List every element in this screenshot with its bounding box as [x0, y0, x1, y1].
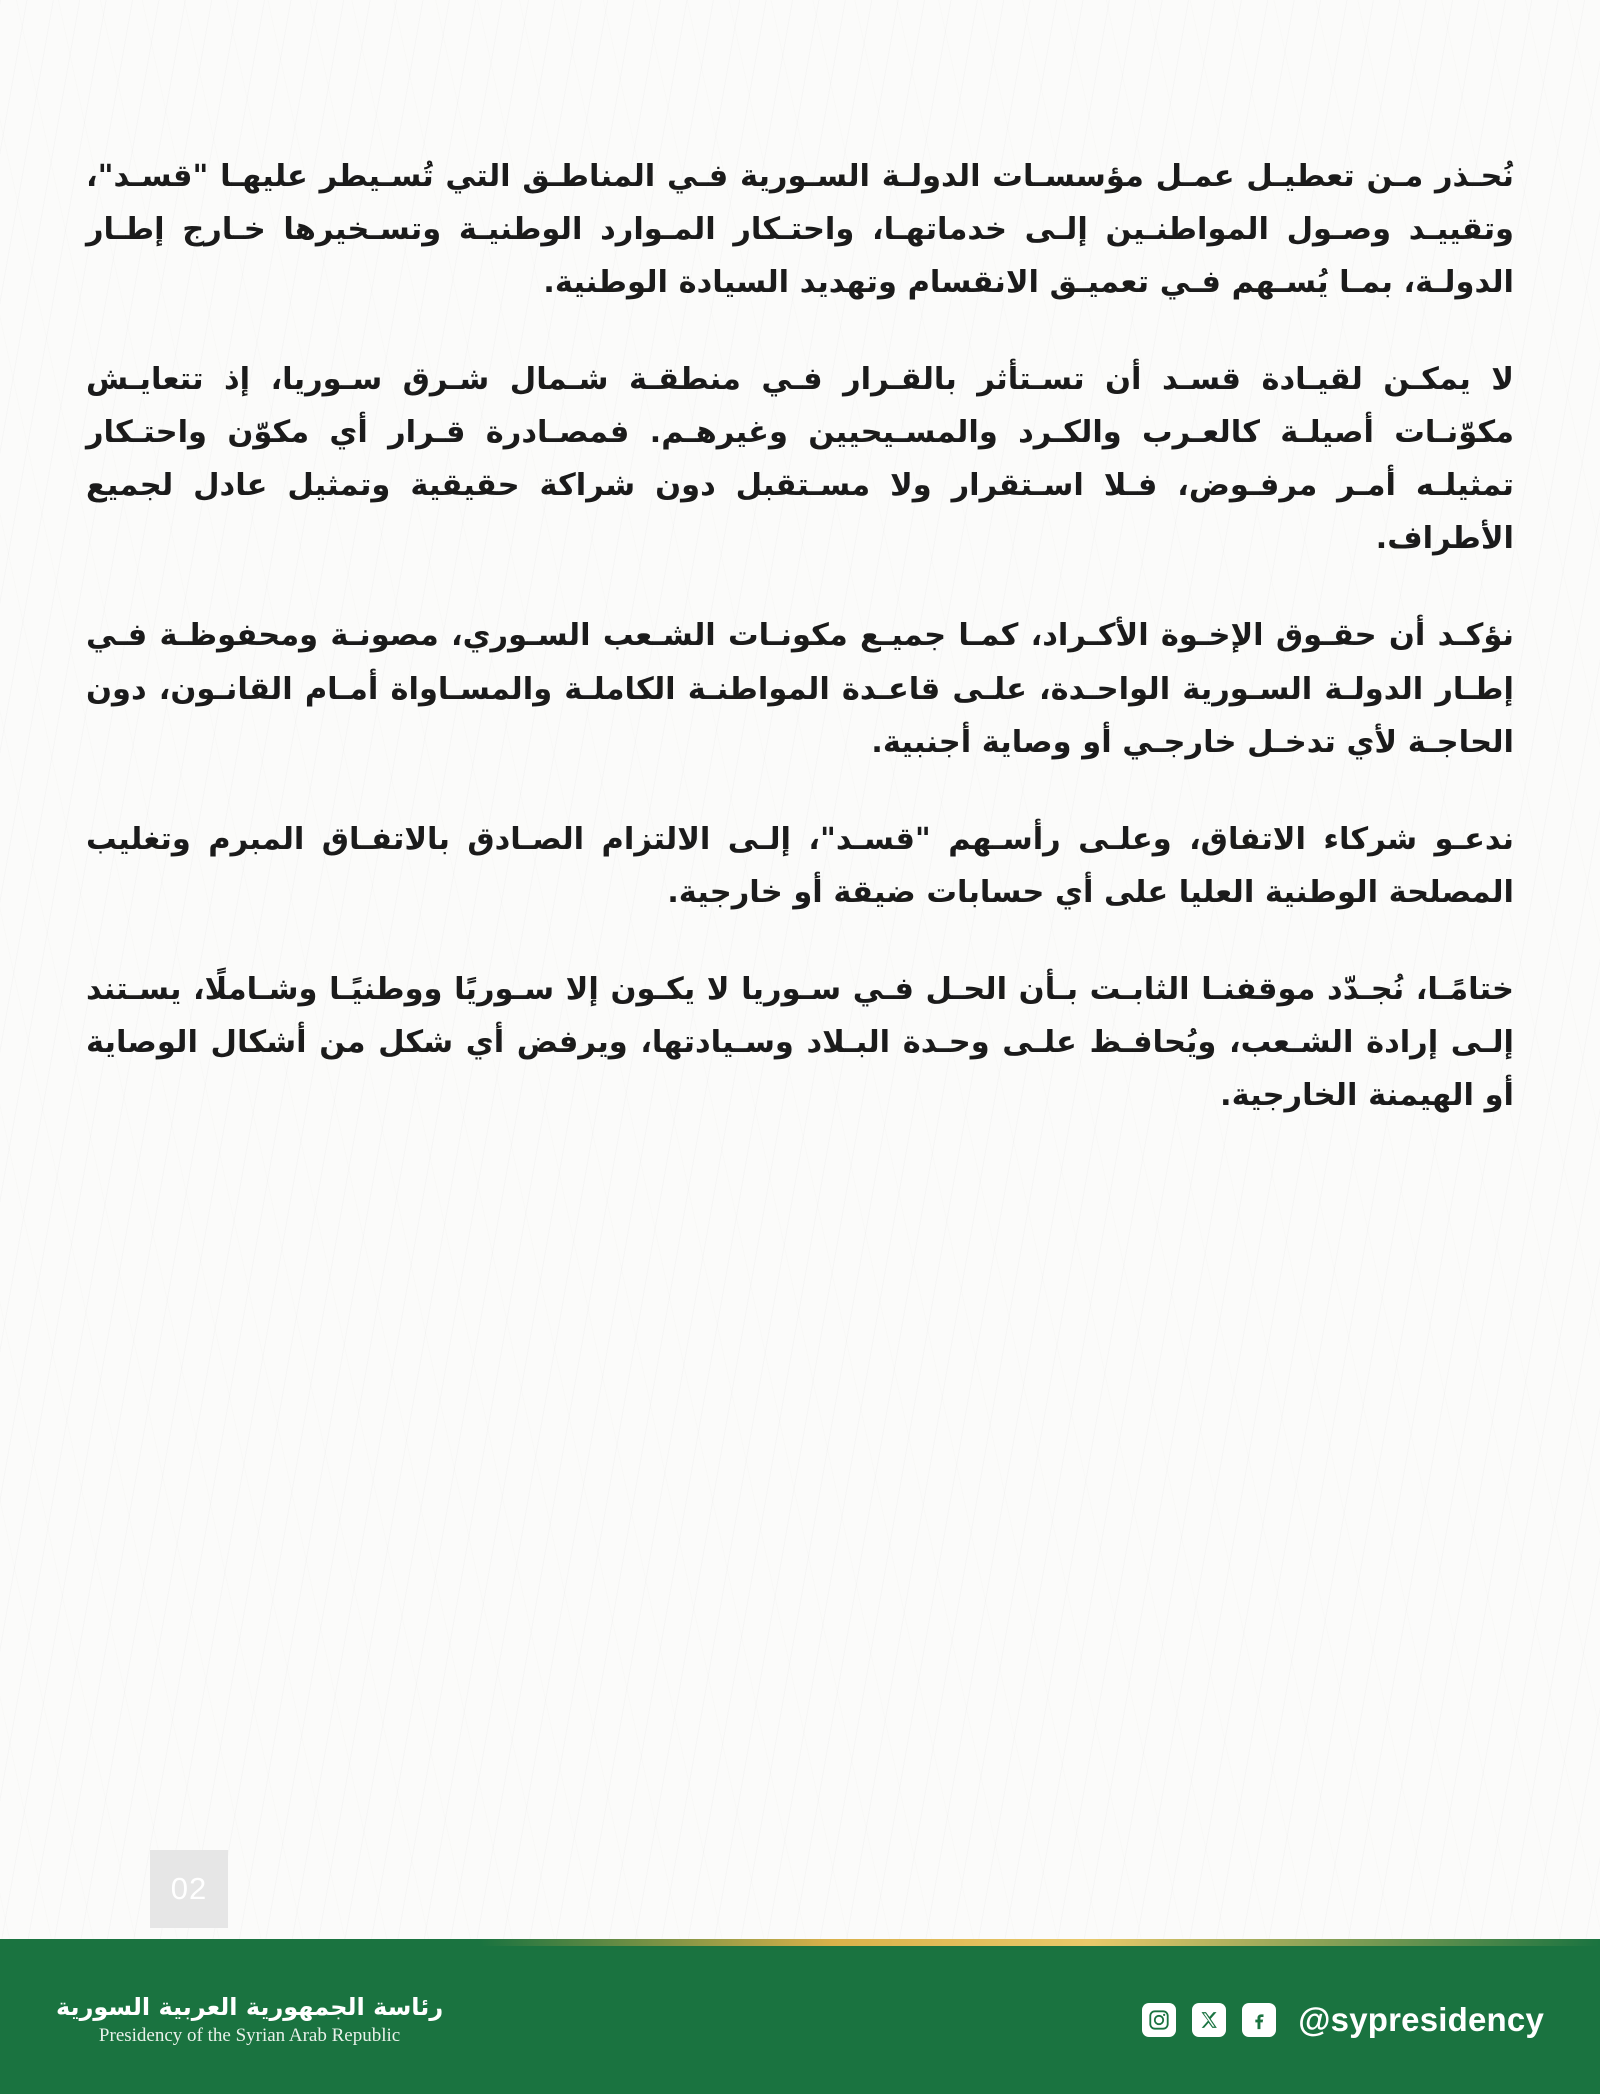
paragraph-4: ندعـو شركاء الاتفاق، وعلـى رأسـهم "قسـد"، إلـى الالتزام الصـادق بالاتفـاق المبرم وتغليب المصلحة الوطنية العليا على أي حسابات ضيقة أو خارجية.	[86, 821, 1514, 910]
facebook-icon[interactable]	[1242, 2003, 1276, 2037]
social-links	[1142, 2001, 1544, 2039]
document-body	[86, 150, 1514, 1834]
page-number-badge: 02	[150, 1850, 228, 1928]
paragraph-1: نُحـذر مـن تعطيـل عمـل مؤسسـات الدولـة السـورية فـي المناطـق التي تُسـيطر عليهـا "قسـد"، وتقييـد وصـول المواطنـين إلـى خدماتهـا، واحتـكار المـوارد الوطنيـة وتسـخيرها خـارج إطـار الدولـة، بمـا يُسـهم فـي تعميـق الانقسام وتهديد السيادة الوطنية.	[86, 159, 1514, 301]
x-icon[interactable]	[1192, 2003, 1226, 2037]
paragraph-5: ختامًـا، نُجـدّد موقفنـا الثابـت بـأن الحـل فـي سـوريا لا يكـون إلا سـوريًا ووطنيًـا وشـاملًا، يسـتند إلـى إرادة الشـعب، ويُحافـظ علـى وحـدة البـلاد وسـيادتها، ويرفض أي شكل من أشكال الوصاية أو الهيمنة الخارجية.	[86, 971, 1514, 1113]
brand-block	[56, 1991, 443, 2049]
footer-accent-divider	[0, 1939, 1600, 1946]
paragraph-3: نؤكـد أن حقـوق الإخـوة الأكـراد، كمـا جميـع مكونـات الشـعب السـوري، مصونـة ومحفوظـة فـي إطـار الدولـة السـورية الواحـدة، علـى قاعـدة المواطنـة الكاملـة والمسـاواة أمـام القانـون، دون الحاجـة لأي تدخـل خارجـي أو وصاية أجنبية.	[86, 618, 1514, 760]
social-handle[interactable]: @sypresidency	[1298, 2001, 1544, 2038]
paragraph-2: لا يمكـن لقيـادة قسـد أن تسـتأثر بالقـرار فـي منطقـة شـمال شـرق سـوريا، إذ تتعايـش مكوّنـات أصيلـة كالعـرب والكـرد والمسـيحيين وغيرهـم. فمصـادرة قـرار أي مكوّن واحتـكار تمثيلـه أمـر مرفـوض، فـلا اسـتقرار ولا مسـتقبل دون شراكة حقيقية وتمثيل عادل لجميع الأطراف.	[86, 362, 1514, 557]
footer-bar	[0, 1946, 1600, 2094]
instagram-icon[interactable]	[1142, 2003, 1176, 2037]
brand-title-en: Presidency of the Syrian Arab Republic	[98, 2025, 401, 2047]
brand-title-ar: رئاسة الجمهورية العربية السورية	[56, 1992, 444, 2021]
